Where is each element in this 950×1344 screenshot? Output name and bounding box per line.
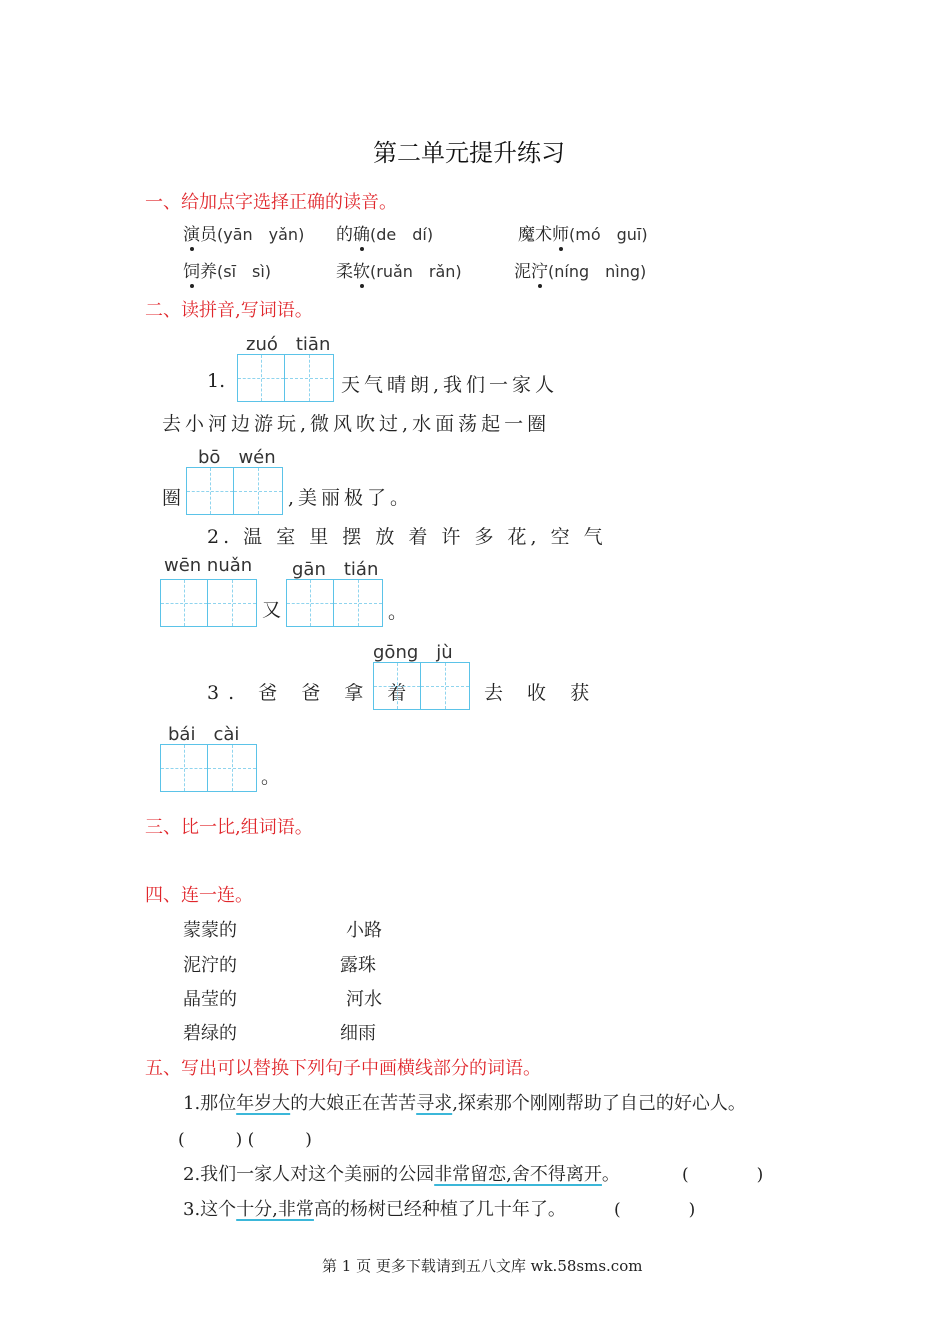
q1-item: 的确(de dí) — [336, 220, 433, 245]
section-3-heading: 三、比一比,组词语。 — [145, 817, 313, 838]
section-2-heading: 二、读拼音,写词语。 — [145, 300, 313, 321]
q1-item: 魔术师(mó guī) — [518, 220, 648, 245]
match-left-item[interactable]: 泥泞的 — [183, 955, 237, 976]
page-title: 第二单元提升练习 — [373, 139, 565, 167]
q1-item: 泥泞(níng nìng) — [514, 257, 646, 282]
match-left-item[interactable]: 晶莹的 — [183, 989, 237, 1010]
question-number: 1. — [207, 370, 226, 392]
pinyin-label: wēn nuǎn — [164, 555, 253, 576]
sentence-text: 3. 爸 爸 拿 着 — [207, 682, 416, 704]
q5-sentence-3: 3.这个十分,非常高的杨树已经种植了几十年了。 — [183, 1199, 566, 1220]
q5-sentence-1: 1.那位年岁大的大娘正在苦苦寻求,探索那个刚刚帮助了自己的好心人。 — [183, 1093, 746, 1114]
q1-item: 饲养(sī sì) — [183, 257, 271, 282]
section-4-heading: 四、连一连。 — [145, 885, 253, 906]
match-right-item[interactable]: 河水 — [346, 989, 382, 1010]
sentence-text: 又 — [262, 599, 282, 621]
answer-blank[interactable]: ( ) ( ) — [178, 1130, 312, 1150]
match-left-item[interactable]: 蒙蒙的 — [183, 920, 237, 941]
match-right-item[interactable]: 露珠 — [340, 955, 376, 976]
match-right-item[interactable]: 细雨 — [340, 1023, 376, 1044]
writing-grid[interactable] — [186, 467, 283, 515]
sentence-text: 2. 温 室 里 摆 放 着 许 多 花, 空 气 — [207, 526, 607, 548]
sentence-text: 。 — [261, 766, 281, 788]
match-right-item[interactable]: 小路 — [346, 920, 382, 941]
sentence-text: ,美丽极了。 — [288, 487, 414, 509]
page-footer: 第 1 页 更多下载请到五八文库 wk.58sms.com — [322, 1257, 643, 1275]
q1-item: 柔软(ruǎn rǎn) — [336, 257, 462, 282]
sentence-text: 天气晴朗,我们一家人 — [341, 374, 559, 396]
sentence-text: 圈 — [162, 487, 182, 509]
section-5-heading: 五、写出可以替换下列句子中画横线部分的词语。 — [145, 1058, 541, 1079]
pinyin-label: zuó tiān — [246, 334, 331, 355]
pinyin-label: bái cài — [168, 724, 240, 745]
pinyin-label: gōng jù — [373, 642, 453, 663]
sentence-text: 去小河边游玩,微风吹过,水面荡起一圈 — [162, 413, 551, 435]
writing-grid[interactable] — [160, 579, 257, 627]
writing-grid[interactable] — [160, 744, 257, 792]
pinyin-label: gān tián — [292, 559, 379, 580]
writing-grid[interactable] — [286, 579, 383, 627]
pinyin-label: bō wén — [198, 447, 276, 468]
answer-blank[interactable]: ( ) — [614, 1200, 696, 1220]
q1-item: 演员(yān yǎn) — [183, 220, 304, 245]
match-left-item[interactable]: 碧绿的 — [183, 1023, 237, 1044]
sentence-text: 。 — [388, 601, 408, 623]
writing-grid[interactable] — [237, 354, 334, 402]
sentence-text: 去 收 获 — [484, 682, 599, 704]
q5-sentence-2: 2.我们一家人对这个美丽的公园非常留恋,舍不得离开。 — [183, 1164, 620, 1185]
answer-blank[interactable]: ( ) — [682, 1165, 764, 1185]
section-1-heading: 一、给加点字选择正确的读音。 — [145, 192, 397, 213]
writing-grid[interactable] — [373, 662, 470, 710]
